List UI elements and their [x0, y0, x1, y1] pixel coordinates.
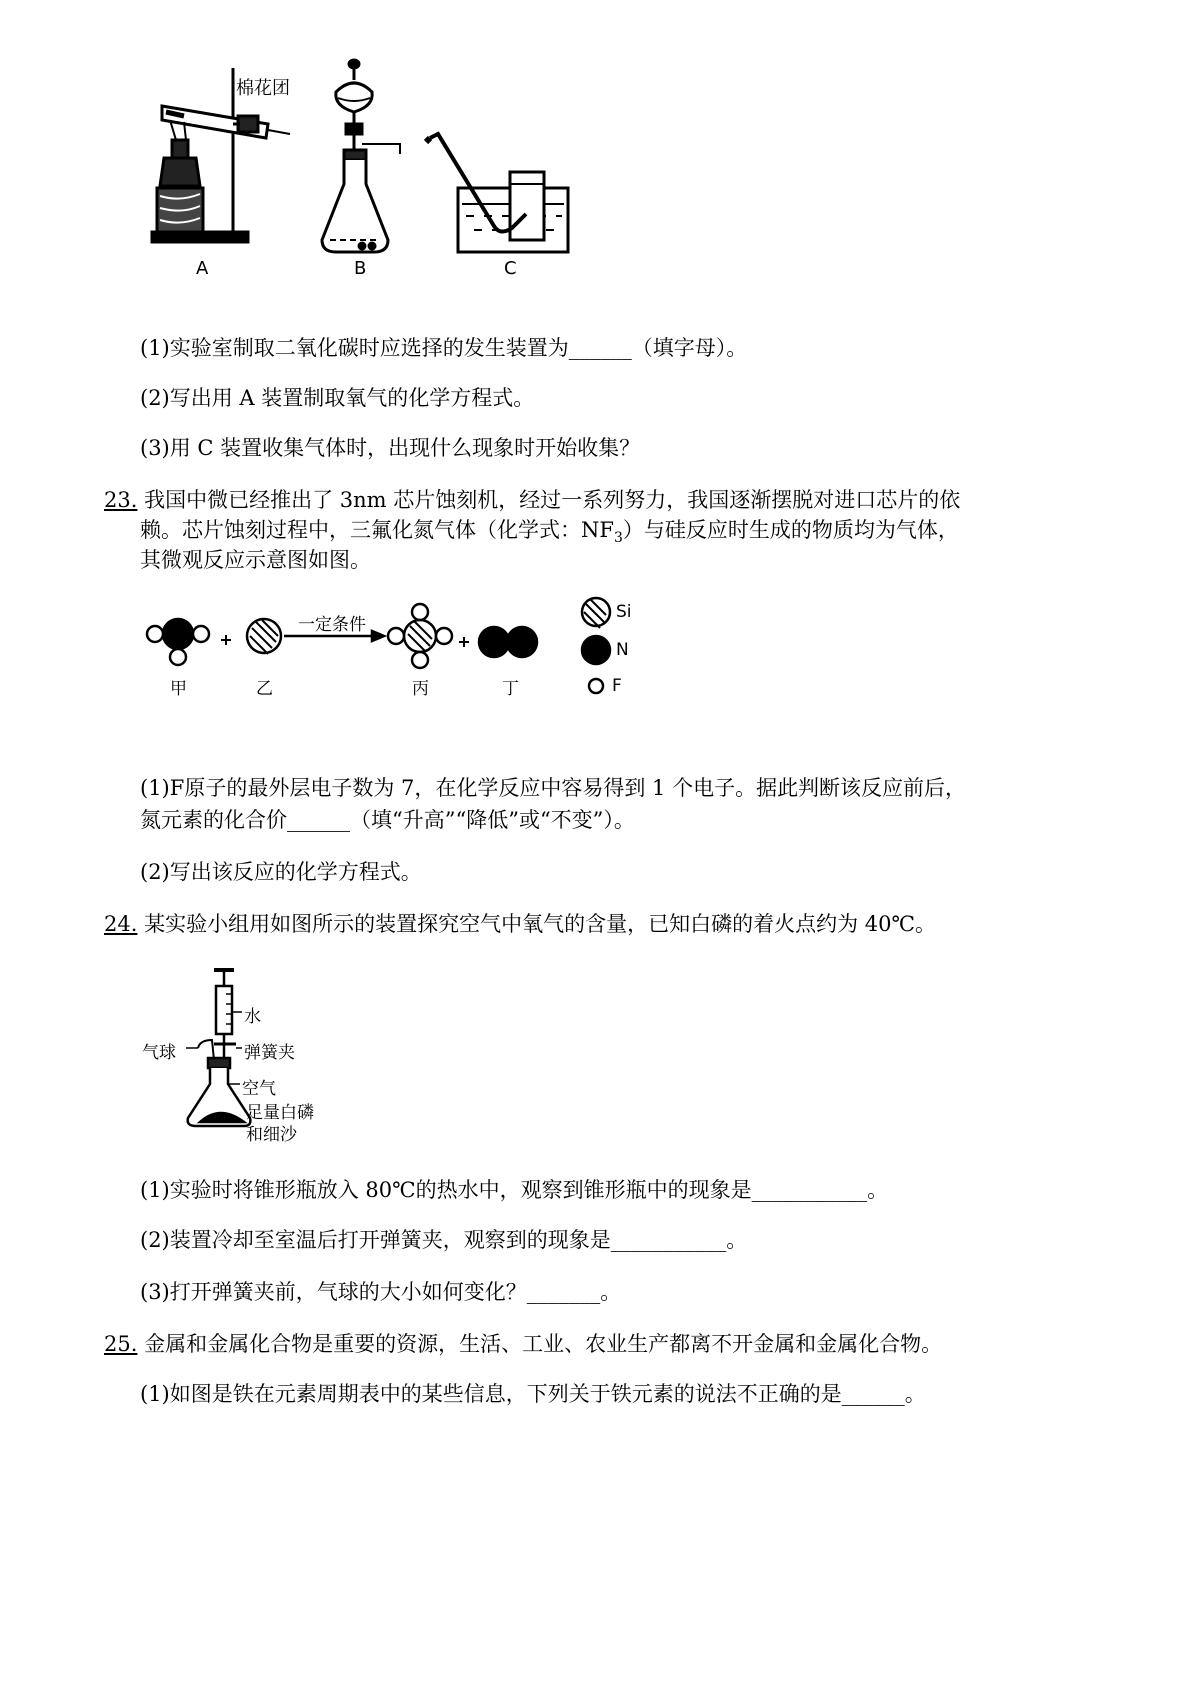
q24-part1: (1)实验时将锥形瓶放入 80℃的热水中，观察到锥形瓶中的现象是___________。	[140, 1178, 889, 1202]
q22-part2: (2)写出用 A 装置制取氧气的化学方程式。	[140, 386, 535, 410]
label-water: 水	[244, 1007, 261, 1027]
label-air: 空气	[242, 1079, 276, 1099]
legend-si: Si	[616, 602, 632, 622]
q23-number: 23.	[104, 488, 138, 512]
q24-line1-text: 某实验小组用如图所示的装置探究空气中氧气的含量，已知白磷的着火点约为 40℃。	[137, 912, 936, 936]
molecule-label-ding: 丁	[502, 679, 519, 699]
q25-line1	[104, 1330, 942, 1358]
q22-part1: (1)实验室制取二氧化碳时应选择的发生装置为______（填字母）。	[140, 336, 748, 360]
q25-line1-text: 金属和金属化合物是重要的资源，生活、工业、农业生产都离不开金属和金属化合物。	[137, 1332, 943, 1356]
q23-line1-text: 我国中微已经推出了 3nm 芯片蚀刻机，经过一系列努力，我国逐渐摆脱对进口芯片的依	[137, 488, 961, 512]
label-balloon: 气球	[142, 1043, 176, 1063]
molecule-label-yi: 乙	[256, 679, 273, 699]
molecule-label-jia: 甲	[170, 679, 187, 699]
q22-part3: (3)用 C 装置收集气体时，出现什么现象时开始收集？	[140, 436, 641, 460]
molecule-label-bing: 丙	[412, 679, 429, 699]
q23-line3: 其微观反应示意图如图。	[140, 548, 371, 572]
figure-label-a: A	[196, 258, 209, 279]
q23-part1-line2: 氮元素的化合价______（填“升高”“降低”或“不变”）。	[140, 808, 635, 832]
label-fine-sand: 和细沙	[246, 1125, 297, 1145]
q25-part1: (1)如图是铁在元素周期表中的某些信息，下列关于铁元素的说法不正确的是______。	[140, 1382, 926, 1406]
figure-label-b: B	[354, 258, 367, 279]
q23-part1-line1: (1)F原子的最外层电子数为 7，在化学反应中容易得到 1 个电子。据此判断该反应前后，	[140, 776, 967, 800]
q23-line2-part-a: 赖。芯片蚀刻过程中，三氟化氮气体（化学式：NF	[140, 518, 614, 542]
q25-number: 25.	[104, 1332, 138, 1356]
q24-number: 24.	[104, 912, 138, 936]
q23-formula-subscript: 3	[613, 530, 623, 547]
legend-n: N	[616, 640, 629, 660]
reaction-condition-label: 一定条件	[298, 615, 366, 635]
cotton-label: 棉花团	[236, 78, 290, 99]
q24-part2: (2)装置冷却至室温后打开弹簧夹，观察到的现象是___________。	[140, 1228, 748, 1252]
q23-part2: (2)写出该反应的化学方程式。	[140, 860, 422, 884]
q24-part3: (3)打开弹簧夹前，气球的大小如何变化？_______。	[140, 1280, 622, 1304]
q24-line1	[104, 910, 936, 938]
label-white-phosphorus: 足量白磷	[246, 1103, 314, 1123]
oxygen-content-apparatus	[0, 0, 1, 1]
figure-label-c: C	[504, 258, 517, 279]
q23-line2-part-b: ）与硅反应时生成的物质均为气体，	[622, 518, 959, 542]
label-spring-clip: 弹簧夹	[244, 1043, 295, 1063]
q23-line1	[104, 486, 960, 514]
legend-f: F	[612, 676, 622, 696]
